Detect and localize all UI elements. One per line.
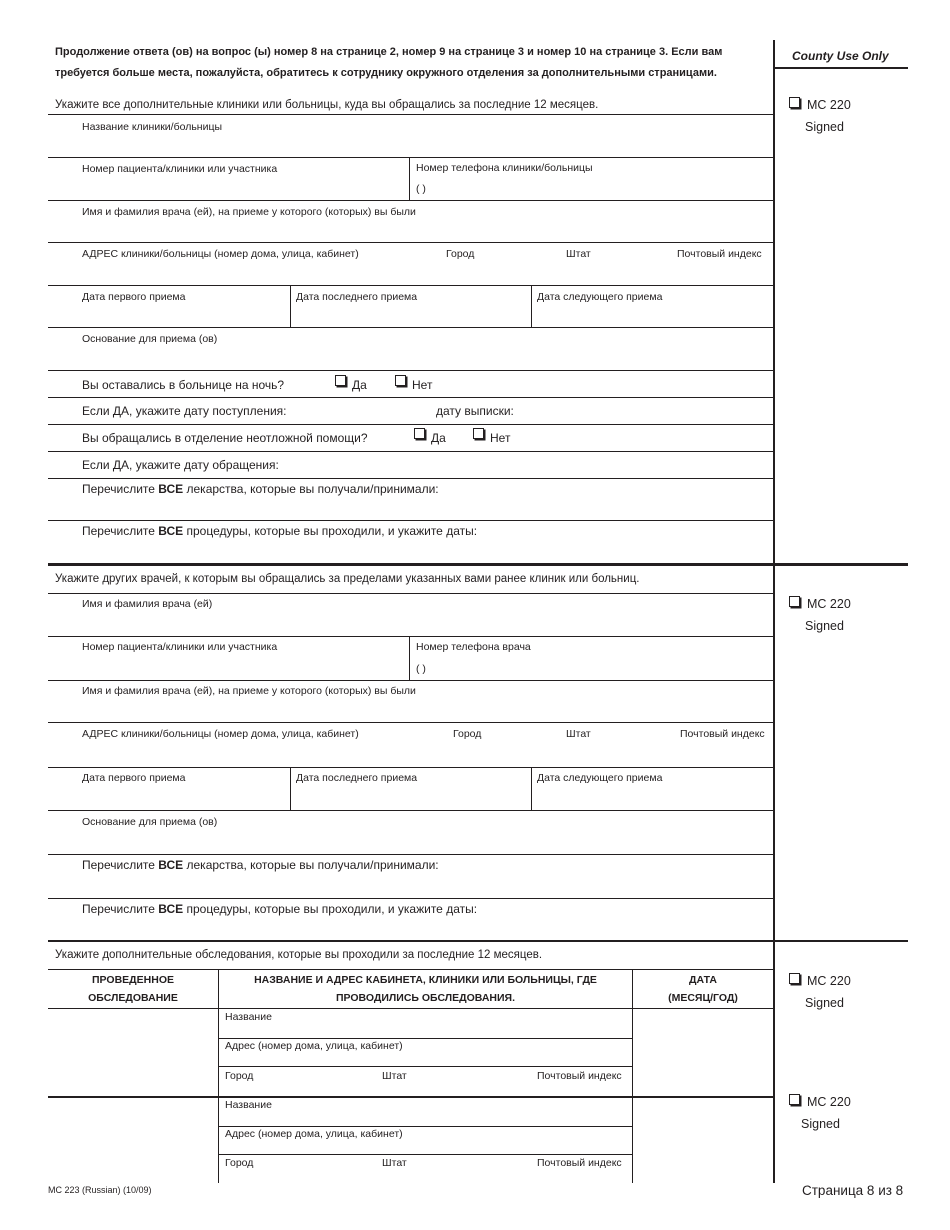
mc220-checkbox-2[interactable]	[789, 596, 800, 607]
last-visit-label-2: Дата последнего приема	[296, 772, 418, 784]
rule	[218, 1154, 633, 1155]
overnight-yes-label: Да	[352, 378, 367, 392]
rule	[409, 157, 410, 201]
rule	[218, 1038, 633, 1039]
rule	[218, 1066, 633, 1067]
place-zip-label-2: Почтовый индекс	[537, 1157, 622, 1169]
rule	[48, 722, 774, 723]
er-date-label: Если ДА, укажите дату обращения:	[82, 458, 279, 472]
rule	[48, 854, 774, 855]
patient-number-label-2: Номер пациента/клиники или участника	[82, 641, 278, 653]
zip-label-2: Почтовый индекс	[680, 728, 765, 740]
clinic-phone-label: Номер телефона клиники/больницы	[416, 162, 593, 174]
er-no-checkbox[interactable]	[473, 428, 484, 439]
county-column-divider	[773, 40, 775, 1183]
mc220-label-3: MC 220	[807, 974, 851, 988]
rule	[48, 200, 774, 201]
place-zip-label-1: Почтовый индекс	[537, 1070, 622, 1082]
section3-top-rule	[48, 940, 908, 942]
mc220-label-1: MC 220	[807, 98, 851, 112]
place-address-label-1: Адрес (номер дома, улица, кабинет)	[225, 1040, 403, 1052]
place-city-label-2: Город	[225, 1157, 254, 1169]
state-label-2: Штат	[566, 728, 591, 740]
zip-label: Почтовый индекс	[677, 248, 762, 260]
state-label: Штат	[566, 248, 591, 260]
doctor-phone-paren: ( )	[416, 663, 426, 675]
rule	[48, 810, 774, 811]
er-no-label: Нет	[490, 431, 511, 445]
rule	[48, 157, 774, 158]
rule	[48, 1008, 774, 1009]
er-yes-label: Да	[431, 431, 446, 445]
rule	[409, 636, 410, 680]
doctor-names-label-2: Имя и фамилия врача (ей), на приеме у которого (которых) вы были	[82, 685, 416, 697]
place-name-label-2: Название	[225, 1099, 272, 1111]
overnight-no-label: Нет	[412, 378, 433, 392]
overnight-no-checkbox[interactable]	[395, 375, 406, 386]
rule	[48, 242, 774, 243]
rule	[48, 478, 774, 479]
form-id: MC 223 (Russian) (10/09)	[48, 1185, 152, 1195]
section3-title: Укажите дополнительные обследования, которые вы проходили за последние 12 месяцев.	[55, 949, 543, 961]
first-visit-label-2: Дата первого приема	[82, 772, 186, 784]
rule	[531, 285, 532, 327]
er-question: Вы обращались в отделение неотложной помощи?	[82, 431, 368, 445]
section1-title: Укажите все дополнительные клиники или больницы, куда вы обращались за последние 12 месяцев.	[55, 99, 599, 111]
admit-date-label: Если ДА, укажите дату поступления:	[82, 404, 287, 418]
county-header-rule	[774, 67, 908, 69]
discharge-date-label: дату выписки:	[436, 404, 514, 418]
address-label-2: АДРЕС клиники/больницы (номер дома, улица, кабинет)	[82, 728, 359, 740]
place-state-label-1: Штат	[382, 1070, 407, 1082]
reason-label-2: Основание для приема (ов)	[82, 816, 218, 828]
rule	[48, 370, 774, 371]
signed-label-3: Signed	[805, 996, 844, 1010]
place-city-label-1: Город	[225, 1070, 254, 1082]
county-use-only-label: County Use Only	[792, 49, 889, 63]
rule	[48, 969, 774, 970]
rule	[48, 285, 774, 286]
rule	[48, 593, 774, 594]
section2-top-rule	[48, 563, 908, 566]
place-address-label-2: Адрес (номер дома, улица, кабинет)	[225, 1128, 403, 1140]
place-name-label-1: Название	[225, 1011, 272, 1023]
rule	[48, 424, 774, 425]
rule	[290, 285, 291, 327]
signed-label-2: Signed	[805, 619, 844, 633]
reason-label: Основание для приема (ов)	[82, 333, 218, 345]
intro-line-1: Продолжение ответа (ов) на вопрос (ы) номер 8 на странице 2, номер 9 на странице 3 и номер 10 на странице 3. Если вам	[55, 46, 723, 58]
mc220-label-4: MC 220	[807, 1095, 851, 1109]
overnight-question: Вы оставались в больнице на ночь?	[82, 378, 285, 392]
rule	[48, 397, 774, 398]
rule	[531, 767, 532, 810]
procedures-label: Перечислите ВСЕ процедуры, которые вы проходили, и укажите даты:	[82, 524, 478, 538]
rule	[48, 767, 774, 768]
rule	[48, 680, 774, 681]
rule	[290, 767, 291, 810]
doctor-names-label: Имя и фамилия врача (ей), на приеме у которого (которых) вы были	[82, 206, 416, 218]
rule	[48, 327, 774, 328]
rule	[48, 636, 774, 637]
page-number: Страница 8 из 8	[802, 1183, 904, 1198]
doctor-name-label: Имя и фамилия врача (ей)	[82, 598, 213, 610]
mc220-label-2: MC 220	[807, 597, 851, 611]
next-visit-label: Дата следующего приема	[537, 291, 663, 303]
col-date-header: ДАТА (МЕСЯЦ/ГОД)	[668, 974, 738, 1004]
mc220-checkbox-3[interactable]	[789, 973, 800, 984]
city-label-2: Город	[453, 728, 482, 740]
er-yes-checkbox[interactable]	[414, 428, 425, 439]
rule	[48, 520, 774, 521]
city-label: Город	[446, 248, 475, 260]
meds-label-2: Перечислите ВСЕ лекарства, которые вы получали/принимали:	[82, 858, 439, 872]
first-visit-label: Дата первого приема	[82, 291, 186, 303]
next-visit-label-2: Дата следующего приема	[537, 772, 663, 784]
rule	[48, 451, 774, 452]
signed-label-4: Signed	[801, 1117, 840, 1131]
procedures-label-2: Перечислите ВСЕ процедуры, которые вы проходили, и укажите даты:	[82, 902, 478, 916]
rule	[48, 1096, 774, 1098]
section2-title: Укажите других врачей, к которым вы обращались за пределами указанных вами ранее клиник или больниц.	[55, 573, 640, 585]
address-label: АДРЕС клиники/больницы (номер дома, улица, кабинет)	[82, 248, 359, 260]
col-place-header: НАЗВАНИЕ И АДРЕС КАБИНЕТА, КЛИНИКИ ИЛИ БОЛЬНИЦЫ, ГДЕ ПРОВОДИЛИСЬ ОБСЛЕДОВАНИЯ.	[254, 974, 597, 1004]
clinic-phone-paren: ( )	[416, 183, 426, 195]
rule	[218, 1126, 633, 1127]
last-visit-label: Дата последнего приема	[296, 291, 418, 303]
overnight-yes-checkbox[interactable]	[335, 375, 346, 386]
rule	[48, 114, 774, 115]
rule	[48, 898, 774, 899]
clinic-name-label: Название клиники/больницы	[82, 121, 223, 133]
patient-number-label: Номер пациента/клиники или участника	[82, 163, 278, 175]
doctor-phone-label: Номер телефона врача	[416, 641, 531, 653]
meds-label: Перечислите ВСЕ лекарства, которые вы получали/принимали:	[82, 482, 439, 496]
intro-line-2: требуется больше места, пожалуйста, обратитесь к сотруднику окружного отделения за дополнительными страницами.	[55, 67, 717, 79]
place-state-label-2: Штат	[382, 1157, 407, 1169]
col-exam-header: ПРОВЕДЕННОЕ ОБСЛЕДОВАНИЕ	[88, 974, 178, 1004]
mc220-checkbox-4[interactable]	[789, 1094, 800, 1105]
signed-label-1: Signed	[805, 120, 844, 134]
mc220-checkbox-1[interactable]	[789, 97, 800, 108]
